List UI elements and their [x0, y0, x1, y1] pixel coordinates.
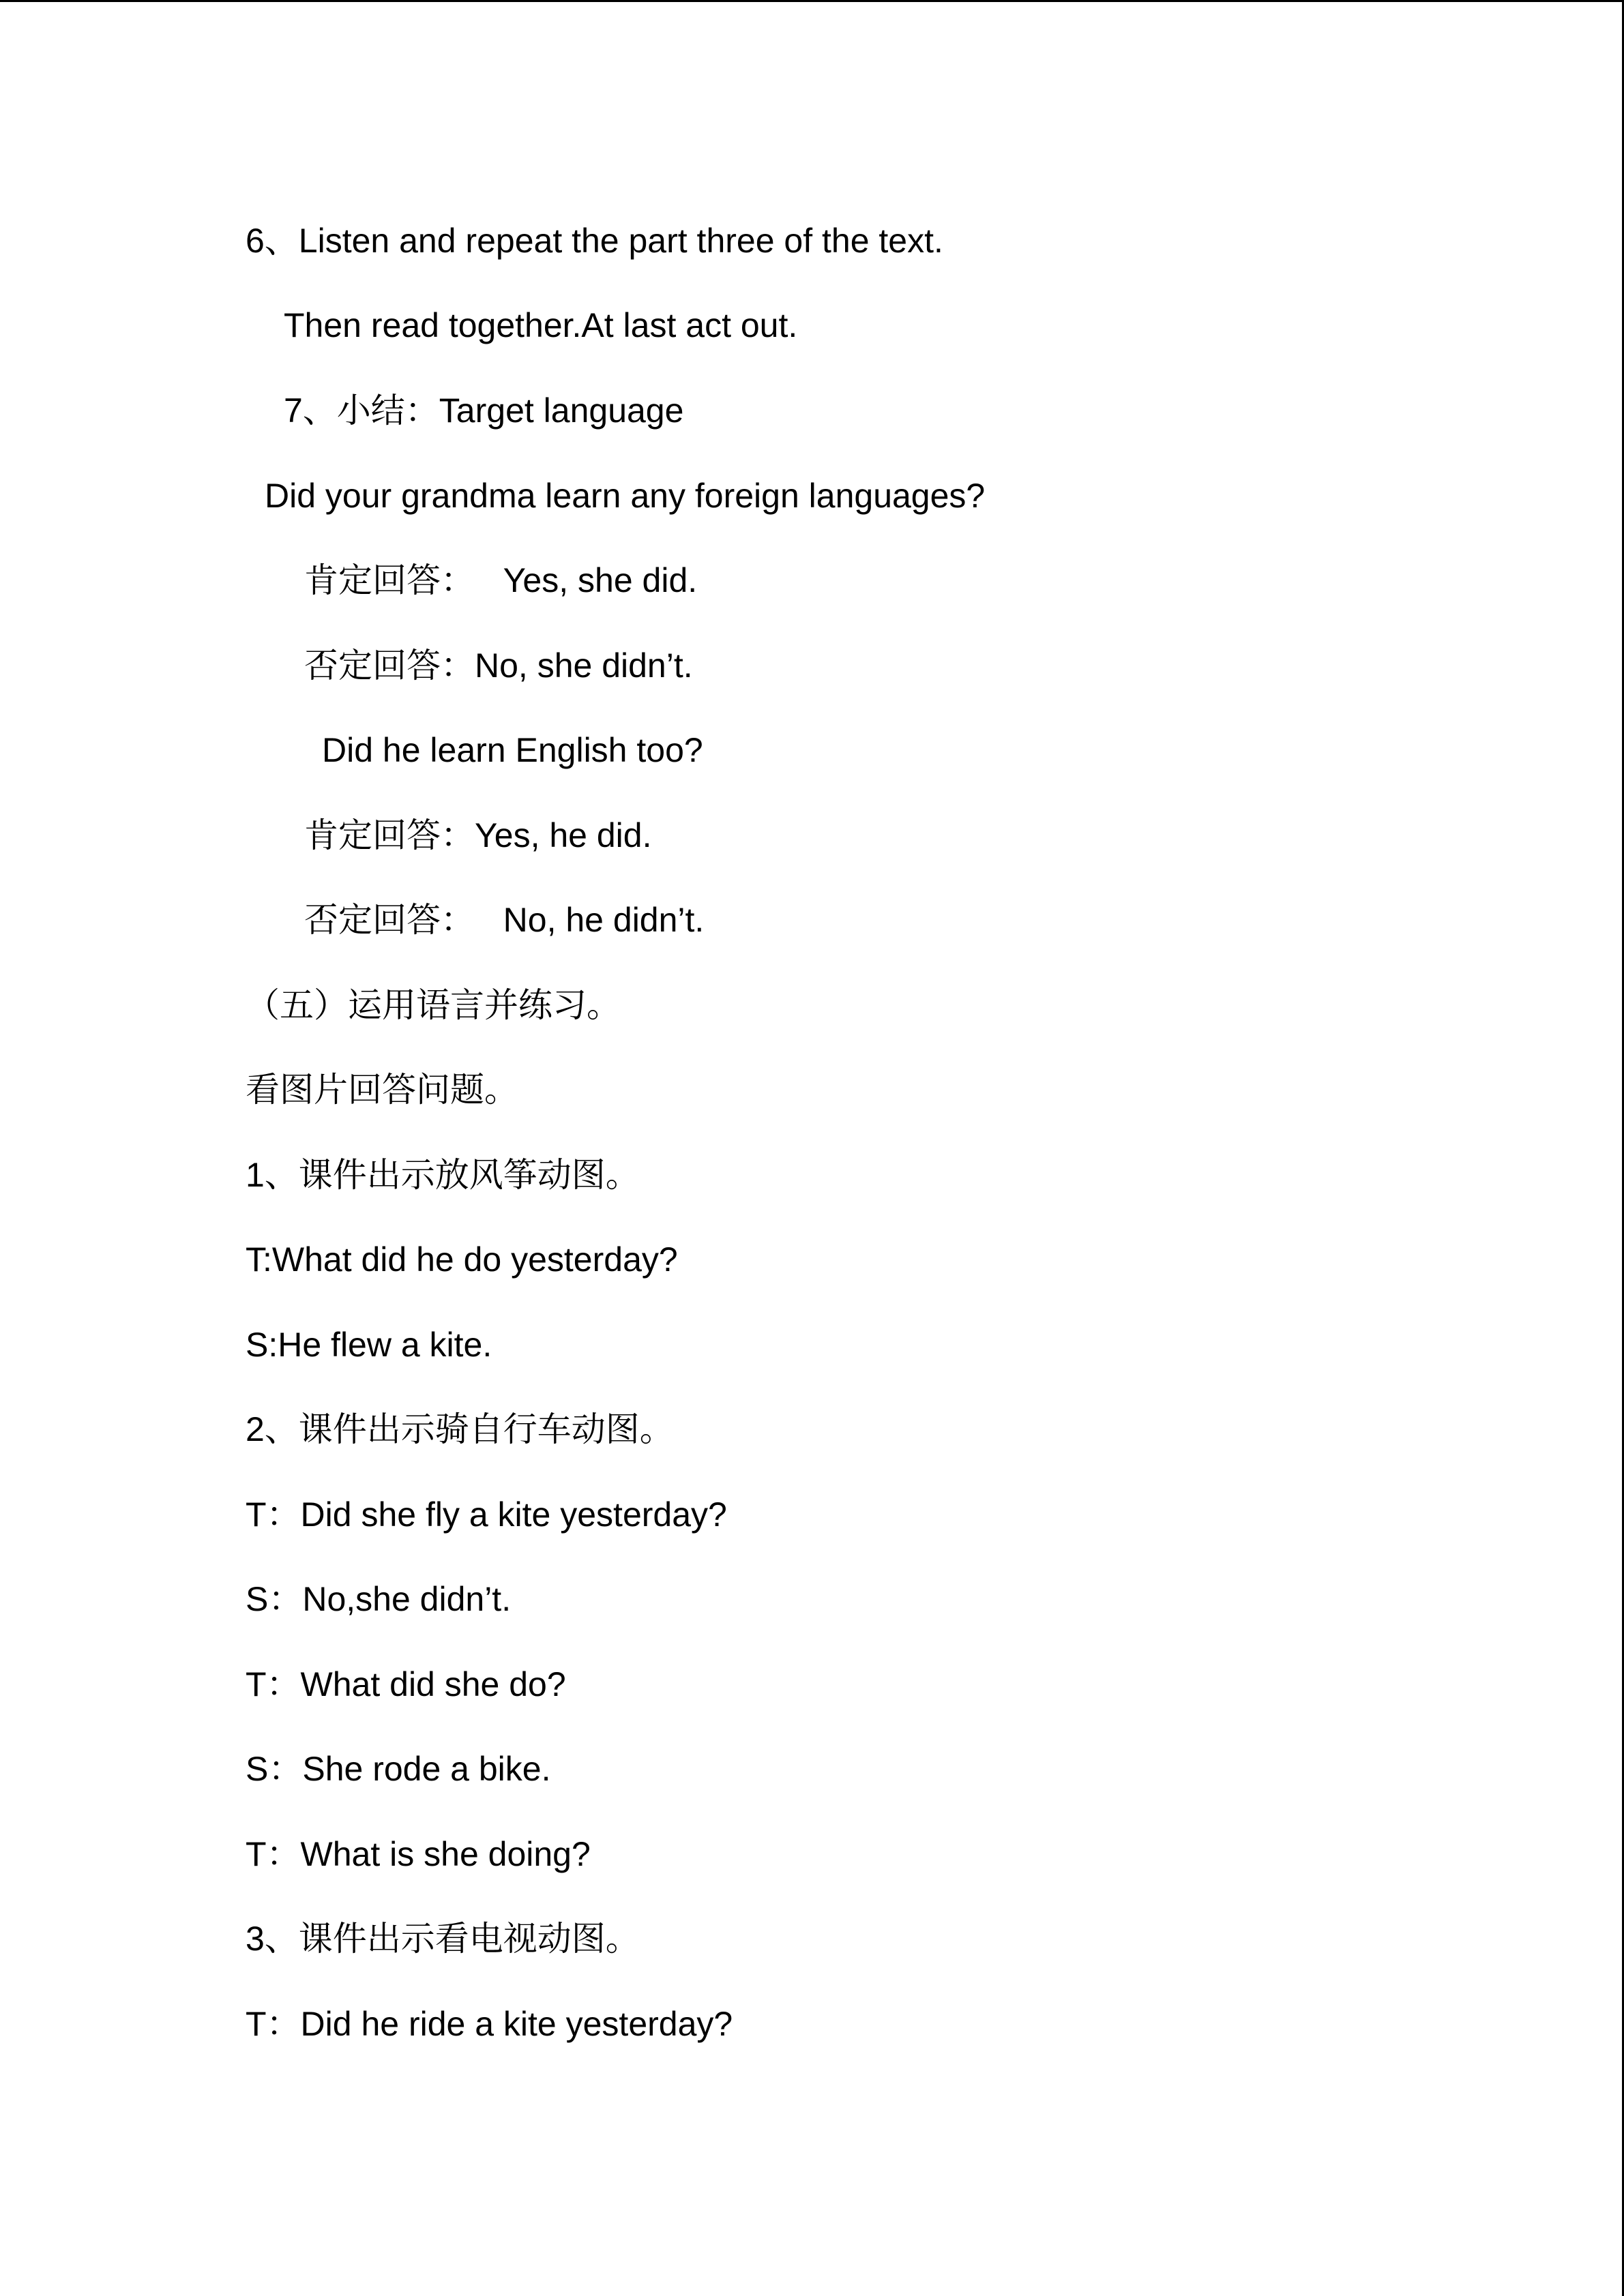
activity-1-heading: 1、课件出示放风筝动图。: [246, 1156, 640, 1194]
step-6-instruction: 6、Listen and repeat the part three of the text.: [246, 222, 943, 260]
positive-answer-1: 肯定回答： Yes, she did.: [304, 561, 698, 599]
dialogue-line: S：She rode a bike.: [246, 1750, 551, 1788]
dialogue-line: T：Did she fly a kite yesterday?: [246, 1495, 727, 1534]
target-question-2: Did he learn English too?: [322, 731, 703, 769]
step-7-summary-heading: 7、小结：Target language: [284, 391, 684, 430]
section-five-heading: （五）运用语言并练习。: [246, 986, 621, 1024]
dialogue-line: T:What did he do yesterday?: [246, 1240, 678, 1279]
picture-task-instruction: 看图片回答问题。: [246, 1071, 518, 1109]
negative-answer-1: 否定回答：No, she didn’t.: [304, 646, 693, 685]
step-6-continuation: Then read together.At last act out.: [284, 306, 798, 344]
page-top-border: [0, 0, 1624, 2]
activity-3-heading: 3、课件出示看电视动图。: [246, 1920, 640, 1958]
positive-answer-2: 肯定回答：Yes, he did.: [304, 816, 652, 854]
activity-2-heading: 2、课件出示骑自行车动图。: [246, 1410, 674, 1448]
dialogue-line: T：What is she doing?: [246, 1835, 591, 1873]
negative-answer-2: 否定回答： No, he didn’t.: [304, 901, 705, 939]
dialogue-line: T：What did she do?: [246, 1665, 566, 1703]
dialogue-line: T：Did he ride a kite yesterday?: [246, 2005, 733, 2043]
target-question-1: Did your grandma learn any foreign languages?: [265, 477, 986, 515]
dialogue-line: S:He flew a kite.: [246, 1326, 492, 1364]
dialogue-line: S：No,she didn’t.: [246, 1580, 512, 1618]
